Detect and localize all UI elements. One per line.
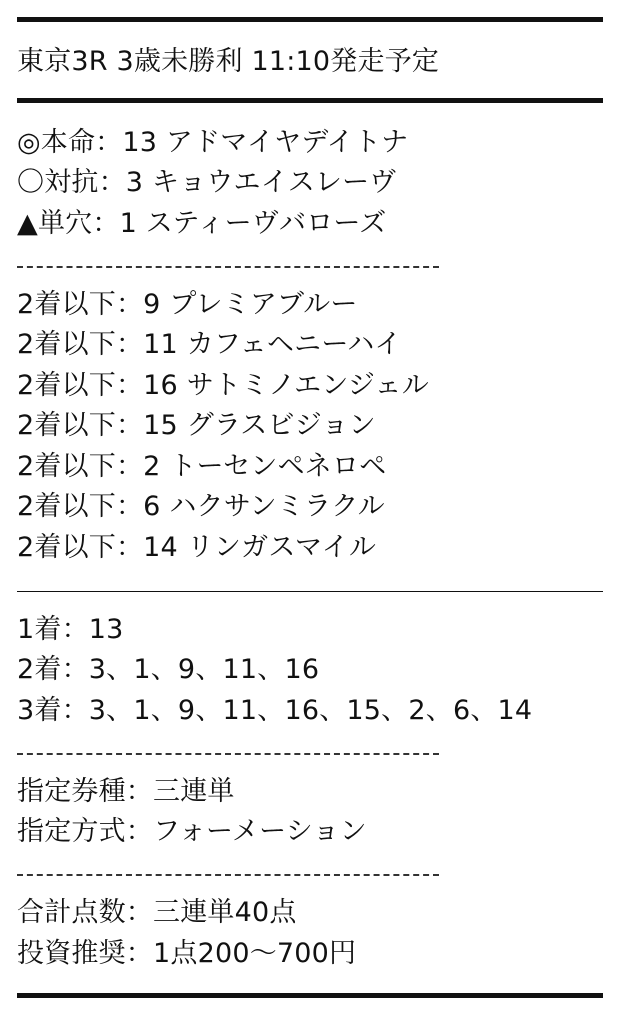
bottom-rule <box>17 993 603 998</box>
dashed-divider <box>17 266 439 268</box>
dashed-divider <box>17 874 439 876</box>
section-divider <box>17 591 603 592</box>
race-title: 東京3R 3歳未勝利 11:10発走予定 <box>17 46 440 77</box>
formation-second: 2着：3、1、9、11、16 <box>17 654 320 685</box>
mark-taikou: 〇対抗：3 キョウエイスレーヴ <box>17 167 397 198</box>
top-rule <box>17 17 603 22</box>
bet-method: 指定方式：フォーメーション <box>17 816 367 847</box>
mark-tanana: ▲単穴：1 スティーヴバローズ <box>17 208 387 239</box>
second-or-below-item: 2着以下：15 グラスビジョン <box>17 410 376 441</box>
second-or-below-item: 2着以下：2 トーセンペネロペ <box>17 451 387 482</box>
second-or-below-item: 2着以下：11 カフェヘニーハイ <box>17 329 402 360</box>
dashed-divider <box>17 753 439 755</box>
investment-recommendation: 投資推奨：1点200〜700円 <box>17 938 357 969</box>
second-or-below-item: 2着以下：6 ハクサンミラクル <box>17 491 385 522</box>
header-rule <box>17 98 603 103</box>
total-points: 合計点数：三連単40点 <box>17 897 297 928</box>
second-or-below-item: 2着以下：16 サトミノエンジェル <box>17 370 429 401</box>
second-or-below-item: 2着以下：9 プレミアブルー <box>17 289 358 320</box>
formation-first: 1着：13 <box>17 614 124 645</box>
formation-third: 3着：3、1、9、11、16、15、2、6、14 <box>17 695 533 726</box>
mark-honmei: ◎本命：13 アドマイヤデイトナ <box>17 127 409 158</box>
second-or-below-item: 2着以下：14 リンガスマイル <box>17 532 377 563</box>
bet-type: 指定券種：三連単 <box>17 776 235 807</box>
